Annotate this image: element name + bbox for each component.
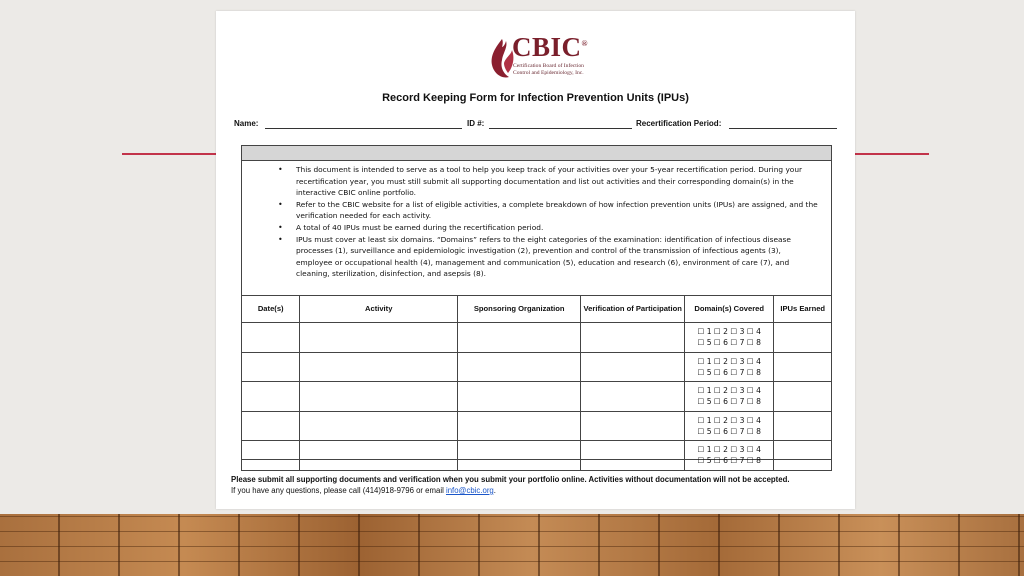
domain-checkboxes[interactable]: ☐ 1 ☐ 2 ☐ 3 ☐ 4 ☐ 5 ☐ 6 ☐ 7 ☐ 8 [685,441,774,471]
activity-cell[interactable] [300,411,458,441]
verification-cell[interactable] [581,441,685,471]
sponsor-cell[interactable] [458,382,581,412]
verification-cell[interactable] [581,323,685,353]
table-row [242,411,832,441]
sponsor-cell[interactable] [458,323,581,353]
domain-checkboxes[interactable]: ☐ 1 ☐ 2 ☐ 3 ☐ 4 ☐ 5 ☐ 6 ☐ 7 ☐ 8 [685,352,774,382]
activity-cell[interactable] [300,352,458,382]
date-cell[interactable] [242,411,300,441]
table-row [242,441,832,471]
ipus-cell[interactable] [774,352,832,382]
accent-rule-left [122,153,218,155]
table-header-row [242,296,832,323]
contact-text: If you have any questions, please call (414)918-9796 or email [231,486,446,495]
recertification-period-label: Recertification Period: [636,119,722,128]
name-field[interactable] [265,128,462,129]
instruction-item: • Refer to the CBIC website for a list of eligible activities, a complete breakdown of how infection prevention units (IPUs) are assigned, and the verification needed for each activity. [278,199,818,222]
table-row [242,323,832,353]
table-row [242,352,832,382]
id-field[interactable] [489,128,632,129]
record-keeping-document [216,11,855,509]
date-cell[interactable] [242,382,300,412]
accent-rule-right [855,153,929,155]
date-cell[interactable] [242,323,300,353]
date-cell[interactable] [242,441,300,471]
ipus-cell[interactable] [774,411,832,441]
contact-suffix: . [493,486,496,495]
header-domains: Domain(s) Covered [685,296,774,323]
verification-cell[interactable] [581,411,685,441]
ipus-cell[interactable] [774,323,832,353]
footer-notes [231,474,846,496]
instruction-item: • A total of 40 IPUs must be earned during the recertification period. [278,222,818,234]
ipus-cell[interactable] [774,382,832,412]
activity-cell[interactable] [300,323,458,353]
date-cell[interactable] [242,352,300,382]
submission-notice: Please submit all supporting documents and verification when you submit your portfolio online. Activities without documentation will not be accepted. [231,475,790,484]
instruction-item: • IPUs must cover at least six domains. “Domains” refers to the eight categories of the examination: identification of infectious disease processes (1), surveillance and epidemiologic investigation (2), prevention and control of the transmission of infectious agents (3), employee or occupational health (4), management and communication (5), education and research (6), environment of care (7), and cleaning, sterilization, disinfection, and asepsis (8). [278,234,818,280]
form-box-header [242,146,831,161]
header-dates: Date(s) [242,296,300,323]
id-label: ID #: [467,119,485,128]
name-label: Name: [234,119,259,128]
instruction-item: • This document is intended to serve as a tool to help you keep track of your activities over your 5-year recertification period. During your recertification year, you must still submit all supporting documentation and list out activities and their corresponding domain(s) in the interactive CBIC online portfolio. [278,164,818,199]
ipus-cell[interactable] [774,441,832,471]
verification-cell[interactable] [581,352,685,382]
sponsor-cell[interactable] [458,411,581,441]
activity-cell[interactable] [300,441,458,471]
form-box [241,145,832,466]
table-row [242,382,832,412]
email-link[interactable]: info@cbic.org [445,486,494,495]
sponsor-cell[interactable] [458,352,581,382]
recertification-period-field[interactable] [729,128,837,129]
activity-table [241,295,832,471]
instructions-list [278,164,818,280]
activity-cell[interactable] [300,382,458,412]
domain-checkboxes[interactable]: ☐ 1 ☐ 2 ☐ 3 ☐ 4 ☐ 5 ☐ 6 ☐ 7 ☐ 8 [685,382,774,412]
domain-checkboxes[interactable]: ☐ 1 ☐ 2 ☐ 3 ☐ 4 ☐ 5 ☐ 6 ☐ 7 ☐ 8 [685,411,774,441]
wood-floor [0,514,1024,576]
verification-cell[interactable] [581,382,685,412]
cbic-subtitle: Certification Board of Infection Control and Epidemiology, Inc. [513,63,584,76]
header-activity: Activity [300,296,458,323]
sponsor-cell[interactable] [458,441,581,471]
header-verification: Verification of Participation [581,296,685,323]
cbic-wordmark: CBIC® [512,32,588,62]
domain-checkboxes[interactable]: ☐ 1 ☐ 2 ☐ 3 ☐ 4 ☐ 5 ☐ 6 ☐ 7 ☐ 8 [685,323,774,353]
header-sponsoring-organization: Sponsoring Organization [458,296,581,323]
form-title: Record Keeping Form for Infection Prevention Units (IPUs) [382,92,689,104]
header-ipus-earned: IPUs Earned [774,296,832,323]
